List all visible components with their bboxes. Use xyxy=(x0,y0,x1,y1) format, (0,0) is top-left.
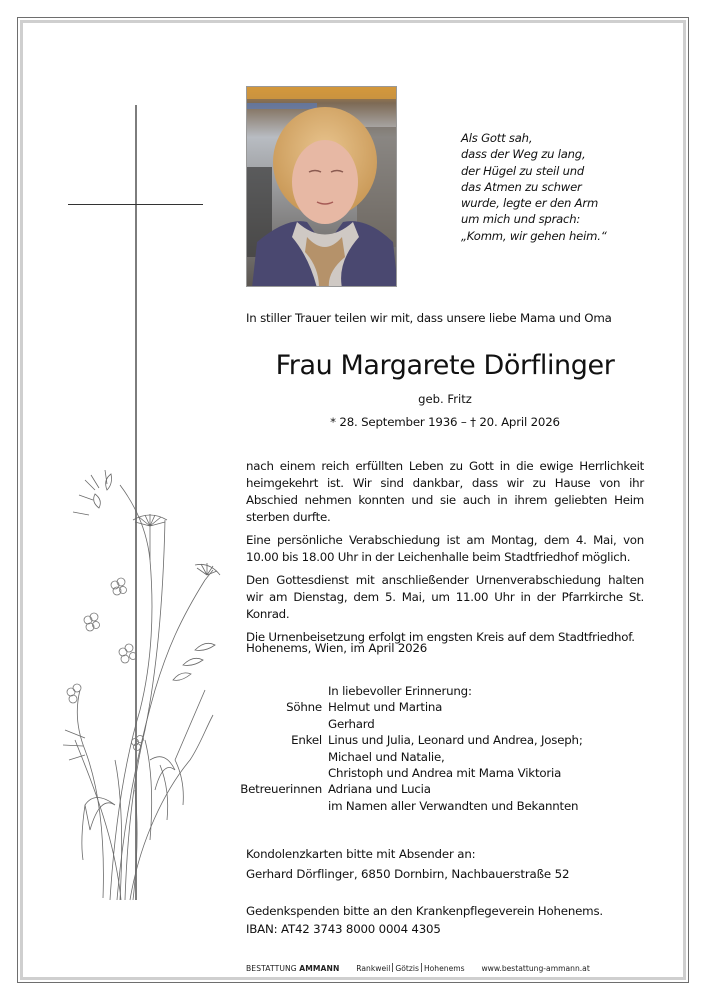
condolence-instruction: Kondolenzkarten bitte mit Absender an: xyxy=(246,847,476,861)
mourner-names: Helmut und Martina xyxy=(328,700,443,715)
condolence-cards-info xyxy=(246,844,569,884)
mourner-role xyxy=(240,765,328,781)
mourner-role: Enkel xyxy=(291,733,322,748)
donation-instruction: Gedenkspenden bitte an den Krankenpflegeverein Hohenems. xyxy=(246,904,603,918)
life-dates: * 28. September 1936 – † 20. April 2026 xyxy=(330,415,560,429)
separator xyxy=(392,963,393,972)
mourner-row xyxy=(240,765,583,781)
funeral-home-brand xyxy=(246,964,339,973)
location-hohenems: Hohenems xyxy=(423,964,465,973)
mourner-role: Betreuerinnen xyxy=(240,782,322,797)
mourner-row xyxy=(240,732,583,748)
deceased-name: Frau Margarete Dörflinger xyxy=(275,350,615,381)
mourner-role xyxy=(240,749,328,765)
location-goetzis: Götzis xyxy=(395,964,419,973)
body-paragraph: Die Urnenbeisetzung erfolgt im engsten Kreis auf dem Stadtfriedhof. xyxy=(246,630,635,644)
mourner-row xyxy=(240,699,583,715)
mourner-row xyxy=(240,716,583,732)
brand-prefix: BESTATTUNG xyxy=(246,964,300,973)
mourner-role xyxy=(240,716,328,732)
donation-iban: IBAN: AT42 3743 8000 0004 4305 xyxy=(246,921,441,936)
mourner-row xyxy=(240,683,583,699)
donations-info xyxy=(246,903,603,938)
maiden-name: geb. Fritz xyxy=(418,392,472,406)
website-link[interactable]: www.bestattung-ammann.at xyxy=(481,964,590,973)
mourner-row xyxy=(240,749,583,765)
poem-line: wurde, legte er den Arm xyxy=(461,196,599,211)
mourner-names: Adriana und Lucia xyxy=(328,782,431,797)
mourner-names: In liebevoller Erinnerung: xyxy=(328,684,472,698)
body-paragraph: Eine persönliche Verabschiedung ist am Montag, dem 4. Mai, von 10.00 bis 18.00 Uhr in der Leichenhalle beim Stadtfriedhof möglich. xyxy=(246,533,644,564)
mourner-names: Linus und Julia, Leonard und Andrea, Joseph; xyxy=(328,733,583,748)
brand-name: AMMANN xyxy=(299,964,340,973)
location-rankweil: Rankweil xyxy=(356,964,391,973)
body-text xyxy=(246,458,644,652)
body-paragraph: nach einem reich erfüllten Leben zu Gott in die ewige Herrlichkeit heimgekehrt ist. Wir sind dankbar, dass wir zu Hause von ihr Abschied nehmen konnten und sie auch in ihrem geliebten Heim sterben durfte. xyxy=(246,459,644,524)
cross-horizontal-line xyxy=(68,204,203,205)
mourner-role: Söhne xyxy=(286,700,322,715)
poem-line: der Hügel zu steil und xyxy=(461,163,585,178)
mourner-role xyxy=(240,798,328,814)
poem-line: das Atmen zu schwer xyxy=(461,179,582,194)
announcement-intro: In stiller Trauer teilen wir mit, dass unsere liebe Mama und Oma xyxy=(246,311,612,325)
poem-line: „Komm, wir gehen heim.“ xyxy=(461,228,607,243)
portrait-photo xyxy=(246,86,397,287)
condolence-address: Gerhard Dörflinger, 6850 Dornbirn, Nachbauerstraße 52 xyxy=(246,867,570,881)
mourner-names: Gerhard xyxy=(328,716,375,731)
portrait-image xyxy=(247,87,397,287)
place-date: Hohenems, Wien, im April 2026 xyxy=(246,641,428,655)
mourner-role xyxy=(240,683,328,699)
funeral-home-footer xyxy=(246,963,590,973)
separator xyxy=(421,963,422,972)
mourner-names: Christoph und Andrea mit Mama Viktoria xyxy=(328,766,562,781)
poem-line: dass der Weg zu lang, xyxy=(461,147,586,162)
mourner-row xyxy=(240,781,583,797)
mourners-list xyxy=(240,683,583,814)
wildflower-illustration xyxy=(55,460,225,905)
poem xyxy=(461,130,661,244)
mourner-row xyxy=(240,798,583,814)
poem-line: um mich und sprach: xyxy=(461,212,581,227)
poem-line: Als Gott sah, xyxy=(461,131,533,145)
mourner-names: im Namen aller Verwandten und Bekannten xyxy=(328,798,579,813)
body-paragraph: Den Gottesdienst mit anschließender Urnenverabschiedung halten wir am Dienstag, dem 5. Mai, um 11.00 Uhr in der Pfarrkirche St. Konrad. xyxy=(246,573,644,621)
mourner-names: Michael und Natalie, xyxy=(328,749,445,764)
